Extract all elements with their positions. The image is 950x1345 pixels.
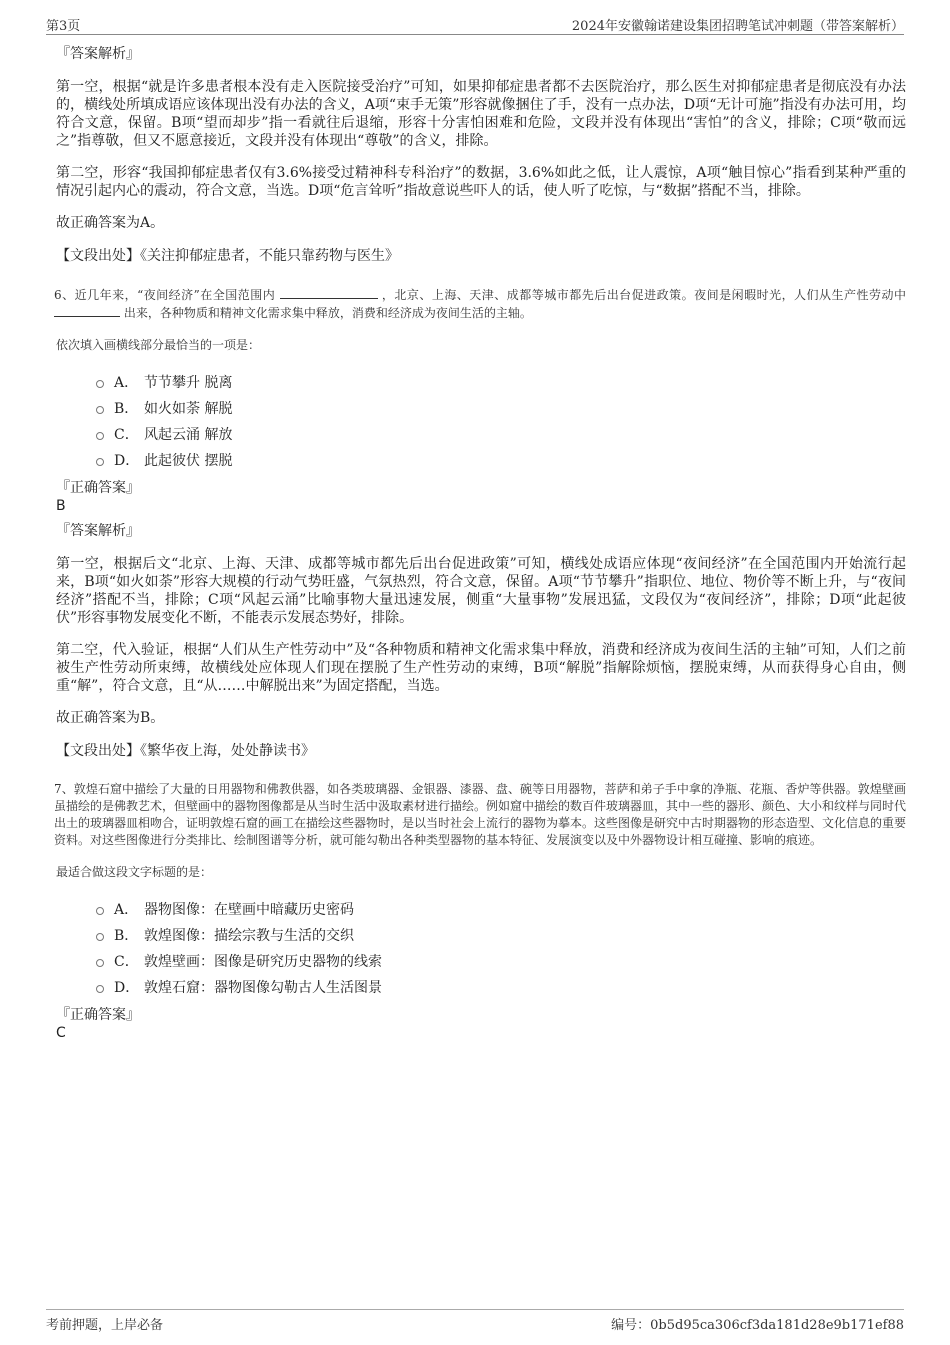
q6-analysis-conclusion: 故正确答案为B。 bbox=[56, 710, 165, 726]
page-number: 第3页 bbox=[46, 19, 81, 34]
q6-option-d[interactable] bbox=[96, 447, 906, 473]
q6-analysis-paragraph-1: 第一空，根据后文“北京、上海、天津、成都等城市都先后出台促进政策”可知，横线处成语应体现“夜间经济”在全国范围内开始流行起来，B项“如火如荼”形容大规模的行动气势旺盛，气氛热烈，符合文意，保留。A项“节节攀升”指职位、地位、物价等不断上升，与“夜间经济”搭配不当，排除；C项“风起云涌”比喻事物大量迅速发展，侧重“大量事物”发展迅猛，文段仅为“夜间经济”，排除；D项“此起彼伏”形容事物发展变化不断，不能表示发展态势好，排除。 bbox=[56, 556, 906, 626]
q7-question-text: 7、敦煌石窟中描绘了大量的日用器物和佛教供器，如各类玻璃器、金银器、漆器、盘、碗等日用器物，菩萨和弟子手中拿的净瓶、花瓶、香炉等供器。敦煌壁画虽描绘的是佛教艺术，但壁画中的器物图像都是从当时生活中汲取素材进行描绘。例如窟中描绘的数百件玻璃器皿，其中一些的器形、颜色、大小和纹样与同时代出土的玻璃器皿相吻合，证明敦煌石窟的画工在描绘这些器物时，是以当时社会上流行的器物为摹本。这些图像是研究中古时期器物的形态造型、文化信息的重要资料。对这些图像进行分类排比、绘制图谱等分析，就可能勾勒出各种类型器物的基本特征、发展演变以及中外器物设计相互碰撞、影响的痕迹。 bbox=[54, 782, 907, 847]
option-letter: D． bbox=[114, 453, 140, 469]
q7-answer-label: 『正确答案』 bbox=[56, 1007, 140, 1023]
option-letter: A． bbox=[114, 902, 139, 918]
q7-option-c[interactable] bbox=[96, 948, 906, 974]
option-text: 器物图像：在壁画中暗藏历史密码 bbox=[144, 902, 354, 918]
option-letter: C． bbox=[114, 427, 139, 443]
option-text: 风起云涌 解放 bbox=[144, 427, 233, 443]
q6-text-part-1: 6、近几年来，“夜间经济”在全国范围内 bbox=[54, 288, 276, 302]
q5-analysis-paragraph-2: 第二空，形容“我国抑郁症患者仅有3.6%接受过精神科专科治疗”的数据，3.6%如此之低，让人震惊，A项“触目惊心”指看到某种严重的情况引起内心的震动，符合文意，当选。D项“危言耸听”指故意说些吓人的话，使人听了吃惊，与“数据”搭配不当，排除。 bbox=[56, 165, 906, 199]
option-letter: D． bbox=[114, 980, 140, 996]
q7-option-b[interactable] bbox=[96, 922, 906, 948]
q6-question-text bbox=[54, 286, 906, 322]
option-text: 敦煌石窟：器物图像勾勒古人生活图景 bbox=[144, 980, 382, 996]
q7-option-d[interactable] bbox=[96, 974, 906, 1000]
page-content bbox=[56, 44, 906, 1048]
q7-answer-value: C bbox=[56, 1025, 66, 1041]
radio-icon[interactable] bbox=[96, 458, 104, 466]
option-letter: A． bbox=[114, 375, 139, 391]
q6-prompt: 依次填入画横线部分最恰当的一项是： bbox=[56, 338, 261, 352]
radio-icon[interactable] bbox=[96, 406, 104, 414]
q6-analysis-label: 『答案解析』 bbox=[56, 523, 140, 539]
q6-option-a[interactable] bbox=[96, 369, 906, 395]
document-id: 编号：0b5d95ca306cf3da181d28e9b171ef88 bbox=[611, 1318, 904, 1333]
q6-blank-2 bbox=[54, 304, 120, 317]
q6-answer-label: 『正确答案』 bbox=[56, 480, 140, 496]
q6-text-part-2: ，北京、上海、天津、成都等城市都先后出台促进政策。夜间是闲暇时光，人们从生产性劳动中 bbox=[381, 288, 906, 302]
radio-icon[interactable] bbox=[96, 432, 104, 440]
radio-icon[interactable] bbox=[96, 933, 104, 941]
page-header bbox=[46, 14, 904, 35]
option-text: 敦煌壁画：图像是研究历史器物的线索 bbox=[144, 954, 382, 970]
q6-analysis-paragraph-2: 第二空，代入验证，根据“人们从生产性劳动中”及“各种物质和精神文化需求集中释放，消费和经济成为夜间生活的主轴”可知，人们之前被生产性劳动所束缚，故横线处应体现人们现在摆脱了生产性劳动的束缚，B项“解脱”指解除烦恼，摆脱束缚，从而获得身心自由，侧重“解”，符合文意，且“从……中解脱出来”为固定搭配，当选。 bbox=[56, 642, 906, 694]
q5-analysis-conclusion: 故正确答案为A。 bbox=[56, 215, 165, 231]
q5-analysis-paragraph-1: 第一空，根据“就是许多患者根本没有走入医院接受治疗”可知，如果抑郁症患者都不去医院治疗，那么医生对抑郁症患者是彻底没有办法的，横线处所填成语应该体现出没有办法的含义，A项“束手无策”形容就像捆住了手，没有一点办法，D项“无计可施”指没有办法可用，均符合文意，保留。B项“望而却步”指一看就往后退缩，形容十分害怕困难和危险，文段并没有体现出“害怕”的含义，排除；C项“敬而远之”指尊敬，但又不愿意接近，文段并没有体现出“尊敬”的含义，排除。 bbox=[56, 79, 906, 149]
option-text: 此起彼伏 摆脱 bbox=[144, 453, 233, 469]
q6-options bbox=[96, 369, 906, 473]
radio-icon[interactable] bbox=[96, 985, 104, 993]
option-text: 节节攀升 脱离 bbox=[144, 375, 233, 391]
q6-answer-value: B bbox=[56, 498, 66, 514]
q7-options bbox=[96, 896, 906, 1000]
option-text: 敦煌图像：描绘宗教与生活的交织 bbox=[144, 928, 354, 944]
q7-prompt: 最适合做这段文字标题的是： bbox=[56, 865, 213, 879]
radio-icon[interactable] bbox=[96, 907, 104, 915]
q6-blank-1 bbox=[280, 286, 378, 299]
q6-text-part-3: 出来，各种物质和精神文化需求集中释放，消费和经济成为夜间生活的主轴。 bbox=[123, 306, 532, 320]
option-letter: B． bbox=[114, 401, 139, 417]
q7-option-a[interactable] bbox=[96, 896, 906, 922]
footer-slogan: 考前押题，上岸必备 bbox=[46, 1318, 164, 1333]
q6-source: 【文段出处】《繁华夜上海，处处静读书》 bbox=[56, 743, 315, 759]
q6-option-c[interactable] bbox=[96, 421, 906, 447]
radio-icon[interactable] bbox=[96, 959, 104, 967]
page-footer bbox=[46, 1309, 904, 1334]
document-title: 2024年安徽翰诺建设集团招聘笔试冲刺题（带答案解析） bbox=[571, 19, 904, 34]
radio-icon[interactable] bbox=[96, 380, 104, 388]
option-letter: C． bbox=[114, 954, 139, 970]
q5-source: 【文段出处】《关注抑郁症患者，不能只靠药物与医生》 bbox=[56, 248, 399, 264]
q6-option-b[interactable] bbox=[96, 395, 906, 421]
option-letter: B． bbox=[114, 928, 139, 944]
q5-analysis-label: 『答案解析』 bbox=[56, 46, 140, 62]
option-text: 如火如荼 解脱 bbox=[144, 401, 233, 417]
